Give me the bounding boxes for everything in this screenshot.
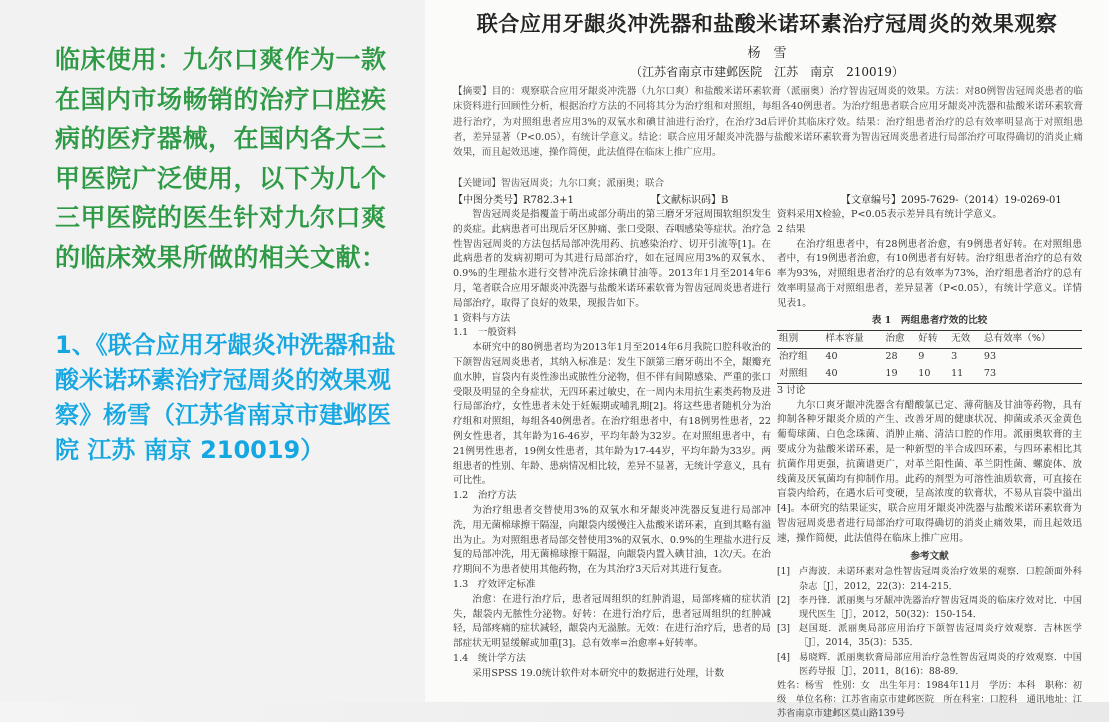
reference-text: 李丹锋．派丽奥与牙龈冲洗器治疗智齿冠周炎的临床疗效对比．中国现代医生［J］，2012，50(32)：150-154． [799,594,1082,620]
left-column-heading: 1 资料与方法 [453,312,511,324]
table-header-cell: 好转 [916,331,949,349]
reference-item [777,622,1082,650]
left-column-heading: 1.4 统计学方法 [453,652,526,664]
intro-text: 临床使用：九尔口爽作为一款在国内市场畅销的治疗口腔疾病的医疗器械，在国内各大三甲医院广泛使用，以下为几个三甲医院的医生针对九尔口爽的临床效果所做的相关文献： [55,45,387,272]
left-column-paragraph: 本研究中的80例患者均为2013年1月至2014年6月我院口腔科收治的下颌智齿冠周炎患者，其纳入标准是：发生下颌第三磨牙萌出不全，龈瓣充血水肿，盲袋内有炎性渗出或脓性分泌物，但不伴有间隙感染、严重的张口受限及明显的全身症状，无四环素过敏史，在一周内未用抗生素类药物及进行局部治疗，女性患者未处于妊娠期或哺乳期[2]。将这些患者随机分为治疗组和对照组，每组各40例患者。在治疗组患者中，有18例男性患者，22例女性患者，其年龄为16-46岁，平均年龄为32岁。在对照组患者中，有21例男性患者，19例女性患者，其年龄为17-44岁，平均年龄为33岁。两组患者的性别、年龄、患病情况相比较，差异不显著，无统计学意义，具有可比性。 [453,342,771,487]
table-title: 表 1 两组患者疗效的比较 [871,314,988,326]
reference-index: [4] [777,651,791,663]
references-heading: 参考文献 [910,550,949,562]
left-panel [0,0,425,702]
table-cell: 28 [885,351,898,363]
right-column-heading: 资料采用X检验，P<0.05表示差异具有统计学意义。 [777,209,1002,220]
right-column-paragraph: 九尔口爽牙龈冲洗器含有醋酸氯已定、薄荷脑及甘油等药物，具有抑制各种牙龈炎介质的产生、改善牙周的健康状况、抑菌或杀灭金黄色葡萄球菌、白色念珠菌、消肿止痛、清洁口腔的作用。派丽奥软膏的主要成分为盐酸米诺环素，是一种新型的半合成四环素，与四环素相比其抗菌作用更强，抗菌谱更广，对革兰阳性菌、革兰阴性菌、螺旋体、放线菌及厌氧菌均有抑制作用。此药的剂型为可溶性油质软膏，可直接在盲袋内给药，在遇水后可变硬，呈高浓度的软膏状，不易从盲袋中溢出[4]。本研究的结果证实，联合应用牙龈炎冲洗器与盐酸米诺环素软膏为智齿冠周炎患者进行局部治疗可取得确切的消炎止痛效果，而且起效迅速，操作简便，此法值得在临床上推广应用。 [777,399,1082,544]
paper-affiliation: （江苏省南京市建邺医院 江苏 南京 210019） [630,65,904,79]
doc-code: 【文献标识码】B [651,195,729,206]
paper-left-column [453,208,771,682]
table-header-cell: 总有效率（%） [982,331,1082,349]
left-column-paragraph: 采用SPSS 19.0统计软件对本研究中的数据进行处理，计数 [472,667,725,679]
table-header-cell: 治愈 [883,331,916,349]
right-column-paragraph: 在治疗组患者中，有28例患者治愈，有9例患者好转。在对照组患者中，有19例患者治愈，有10例患者有好转。治疗组患者治疗的总有效率为93%，对照组患者治疗的总有效率为73%，治疗组患者治疗的总有效率明显高于对照组患者，差异显著（P<0.05），有统计学意义。详情见表1。 [777,238,1082,309]
reference-text: 易晓辉．派丽奥软膏局部应用治疗急性智齿冠周炎的疗效观察．中国医药导报［J］，2011，8(16)：88-89． [799,651,1082,677]
paper-abstract: 【摘要】目的：观察联合应用牙龈炎冲洗器（九尔口爽）和盐酸米诺环素软膏（派丽奥）治疗智齿冠周炎的效果。方法：对80例智齿冠周炎患者的临床资料进行回顾性分析，根据治疗方法的不同将其分为治疗组和对照组，每组各40例患者。为治疗组患者联合应用牙龈炎冲洗器和盐酸米诺环素软膏进行治疗，为对照组患者应用3%的双氧水和碘甘油进行治疗，在治疗3d后评价其临床疗效。结果：治疗组患者治疗的总有效率明显高于对照组患者，差异显著（P<0.05），有统计学意义。结论：联合应用牙龈炎冲洗器与盐酸米诺环素软膏为智齿冠周炎患者进行局部治疗可取得确切的消炎止痛效果，而且起效迅速，操作简便，此法值得在临床上推广应用。 [453,86,1083,159]
paper-author: 杨 雪 [747,46,787,61]
references-list [777,565,1082,679]
paper-keywords: 【关键词】智齿冠周炎；九尔口爽；派丽奥；联合 [453,178,665,189]
paper-scan [425,0,1109,720]
table-cell: 9 [918,351,925,363]
table-cell: 19 [885,367,898,379]
table-cell: 40 [825,367,838,379]
reference-index: [3] [777,623,791,635]
table-cell: 10 [918,367,931,379]
results-table [777,330,1082,383]
table-cell: 对照组 [779,367,808,379]
left-column-paragraph: 智齿冠周炎是指覆盖于萌出或部分萌出的第三磨牙牙冠周围软组织发生的炎症。此病患者可出现后牙区肿痛、张口受限、吞咽感染等症状。治疗急性智齿冠周炎的方法包括局部冲洗用药、抗感染治疗、切开引流等[1]。在此病患者的发病初期可为其进行局部治疗，如在冠周应用3%的双氧水、0.9%的生理盐水进行交替冲洗后涂抹碘甘油等。2013年1月至2014年6月，笔者联合应用牙龈炎冲洗器与盐酸米诺环素软膏为智齿冠周炎患者进行局部治疗，取得了良好的效果，现报告如下。 [453,209,771,309]
left-column-paragraph: 治愈：在进行治疗后，患者冠周组织的红肿消退，局部疼痛的症状消失，龈袋内无脓性分泌物。好转：在进行治疗后，患者冠周组织的红肿减轻，局部疼痛的症状减轻，龈袋内无溢脓。无效：在进行治疗后，患者的局部症状无明显缓解或加重[3]。总有效率=治愈率+好转率。 [453,593,771,650]
table-row [777,366,1082,383]
reference-item [777,565,1082,593]
left-column-paragraph: 为治疗组患者交替使用3%的双氧水和牙龈炎冲洗器反复进行局部冲洗，用无菌棉球擦干隔湿，向龈袋内缓慢注入盐酸米诺环素，直到其略有溢出为止。为对照组患者局部交替使用3%的双氧水、0.9%的生理盐水进行反复的局部冲洗，用无菌棉球擦干隔湿，向龈袋内置入碘甘油，1次/天。在治疗期间不为患者使用其他药物，在为其治疗3天后对其进行复查。 [453,504,771,576]
table-cell: 3 [951,351,958,363]
table-cell: 治疗组 [779,351,808,363]
reference-index: [2] [777,594,791,606]
right-column-heading: 3 讨论 [777,384,806,396]
table-cell: 40 [825,351,838,363]
author-info: 姓名：杨雪 性别：女 出生年月：1984年11月 学历：本科 职称：初级 单位名称：江苏省南京市建邺医院 所在科室：口腔科 通讯地址：江苏省南京市建邺区莫山路139号 [777,679,1082,720]
reference-index: [1] [777,566,791,578]
table-row [777,349,1082,366]
table-header-cell: 样本容量 [823,331,883,349]
paper-right-column [777,208,1082,722]
table-cell: 73 [983,367,997,379]
article-number: 【文章编号】2095-7629-（2014）19-0269-01 [841,195,1062,206]
paper-title: 联合应用牙龈炎冲洗器和盐酸米诺环素治疗冠周炎的效果观察 [476,11,1058,36]
left-column-heading: 1.2 治疗方法 [453,490,517,502]
table-cell: 93 [983,351,997,363]
table-header-cell: 无效 [949,331,982,349]
reference-text: 赵国珽．派丽奥局部应用治疗下颌智齿冠周炎疗效观察．吉林医学［J］，2014，35(3)：535． [799,623,1082,649]
paper-codes [453,191,1083,205]
clc-code: 【中图分类号】R782.3+1 [453,195,574,206]
reference-item [777,651,1082,679]
right-column-heading: 2 结果 [777,223,806,235]
left-column-heading: 1.3 疗效评定标准 [453,578,536,590]
reference-title: 1、《联合应用牙龈炎冲洗器和盐酸米诺环素治疗冠周炎的效果观察》杨雪（江苏省南京市建邺医院 江苏 南京 210019） [55,331,396,464]
table-cell: 11 [951,367,964,379]
reference-text: 卢海波．未诺环素对急性智齿冠周炎治疗效果的观察．口腔颌面外科杂志［J］，2012，22(3)：214-215． [799,566,1082,592]
left-column-heading: 1.1 一般资料 [453,327,517,339]
reference-item [777,594,1082,622]
table-header-cell: 组别 [777,331,823,349]
